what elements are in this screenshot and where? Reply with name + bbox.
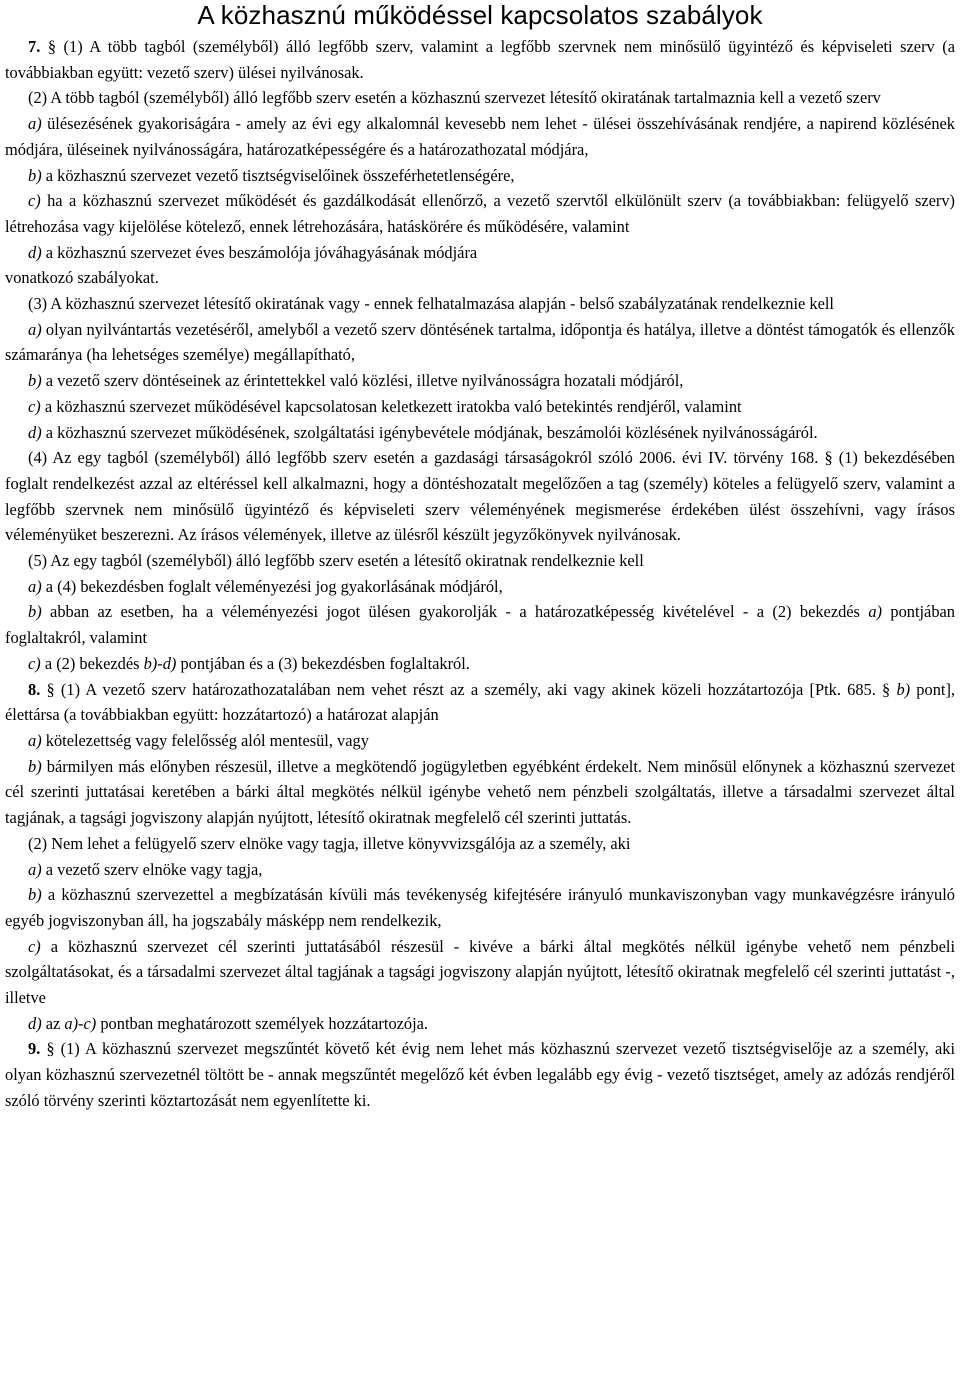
paragraph xyxy=(5,728,955,754)
paragraph-text: az xyxy=(41,1013,65,1033)
paragraph-text: a közhasznú szervezet vezető tisztségviselőinek összeférhetetlenségére, xyxy=(41,165,515,185)
list-marker: c) xyxy=(28,191,41,211)
paragraph-text: a közhasznú szervezet működésének, szolgáltatási igénybevétele módjának, beszámolói közlésének nyilvánosságáról. xyxy=(41,422,818,442)
paragraph xyxy=(5,368,955,394)
paragraph-text: pont], élettársa (a továbbiakban együtt: hozzátartozó) a határozat alapján xyxy=(5,679,956,725)
paragraph-text: pontban meghatározott személyek hozzátartozója. xyxy=(96,1013,429,1033)
paragraph-text: kötelezettség vagy felelősség alól mentesül, vagy xyxy=(41,730,369,750)
paragraph-text: olyan nyilvántartás vezetéséről, amelyből a vezető szerv döntésének tartalma, időpontja és hatálya, illetve a döntést támogatók és ellenzők számaránya (ha lehetséges személye) megállapítható, xyxy=(5,319,955,365)
paragraph xyxy=(5,445,955,548)
section-number: 9. xyxy=(28,1039,41,1059)
paragraph-text: § (1) A vezető szerv határozathozatalában nem vehet részt az a személy, aki vagy akinek közeli hozzátartozója [Ptk. 685. § xyxy=(40,679,897,699)
list-marker: c) xyxy=(28,936,41,956)
paragraph xyxy=(5,754,955,831)
paragraph xyxy=(5,111,955,162)
paragraph xyxy=(5,291,955,317)
paragraph xyxy=(5,574,955,600)
list-marker: a) xyxy=(28,859,42,879)
paragraph xyxy=(5,548,955,574)
list-marker: b) xyxy=(28,885,42,905)
paragraph xyxy=(5,934,955,1011)
paragraph xyxy=(5,857,955,883)
list-marker: b) xyxy=(28,602,42,622)
paragraph-text: a (2) bekezdés xyxy=(40,653,144,673)
paragraph-text: a közhasznú szervezet éves beszámolója jóváhagyásának módjára xyxy=(41,242,478,262)
paragraph-text: pontjában foglaltakról, valamint xyxy=(5,602,956,648)
paragraph-text: ülésezésének gyakoriságára - amely az évi egy alkalomnál kevesebb nem lehet - ülései összehívásának rendjére, a napirend közlésének módjára, üléseinek nyilvánosságára, határozatképességére és a határozathozatal módjára, xyxy=(5,114,955,159)
paragraph xyxy=(5,85,955,111)
paragraph xyxy=(5,1011,955,1037)
paragraph xyxy=(5,420,955,446)
paragraph-text: (2) A több tagból (személyből) álló legfőbb szerv esetén a közhasznú szervezet létesítő okiratának tartalmaznia kell a vezető szerv xyxy=(28,88,881,108)
paragraph-text: a közhasznú szervezet működésével kapcsolatosan keletkezett iratokba való betekintés rendjéről, valamint xyxy=(40,396,742,416)
paragraph xyxy=(5,265,955,291)
paragraph xyxy=(5,188,955,239)
list-marker: b) xyxy=(28,165,42,185)
paragraph-text: (3) A közhasznú szervezet létesítő okiratának vagy - ennek felhatalmazása alapján - belső szabályzatának rendelkeznie kell xyxy=(28,294,834,314)
list-marker: c) xyxy=(28,396,41,416)
list-marker: d) xyxy=(28,242,42,262)
document-title: A közhasznú működéssel kapcsolatos szabályok xyxy=(197,0,763,30)
paragraph xyxy=(5,34,955,85)
list-marker: a) xyxy=(28,319,42,339)
paragraph-text: ha a közhasznú szervezet működését és gazdálkodását ellenőrző, a vezető szervtől elkülönült szerv (a továbbiakban: felügyelő szerv) létrehozása vagy kijelölése kötelező, ennek létrehozására, hatáskörére és működésére, valamint xyxy=(5,191,955,236)
document-body xyxy=(5,34,955,1114)
paragraph-text: a közhasznú szervezettel a megbízatásán kívüli más tevékenység kifejtésére irányuló munkaviszonyban vagy munkavégzésre irányuló egyéb jogviszonyban áll, ha jogszabály másképp nem rendelkezik, xyxy=(5,885,955,930)
list-marker: c) xyxy=(28,653,41,673)
paragraph-text: a vezető szerv döntéseinek az érintettekkel való közlési, illetve nyilvánosságra hozatali módjáról, xyxy=(41,371,684,391)
paragraph-text: abban az esetben, ha a véleményezési jogot ülésen gyakorolják - a határozatképesség kivételével - a (2) bekezdés xyxy=(41,602,869,622)
paragraph-text: a vezető szerv elnöke vagy tagja, xyxy=(41,859,263,879)
list-marker: d) xyxy=(28,1013,42,1033)
paragraph xyxy=(5,1036,955,1113)
paragraph-text: pontjában és a (3) bekezdésben foglaltakról. xyxy=(176,653,470,673)
paragraph-text: a (4) bekezdésben foglalt véleményezési jog gyakorlásának módjáról, xyxy=(41,576,503,596)
paragraph-text: § (1) A több tagból (személyből) álló legfőbb szerv, valamint a legfőbb szervnek nem minősülő ügyintéző és képviseleti szerv (a továbbiakban együtt: vezető szerv) ülései nyilvánosak. xyxy=(5,37,955,82)
paragraph-text: vonatkozó szabályokat. xyxy=(5,268,159,288)
paragraph xyxy=(5,651,955,677)
paragraph xyxy=(5,317,955,368)
paragraph-text: (4) Az egy tagból (személyből) álló legfőbb szerv esetén a gazdasági társaságokról szóló 2006. évi IV. törvény 168. § (1) bekezdésében foglalt rendelkezést azzal az eltéréssel kell alkalmazni, hogy a döntéshozatalt megelőzően a tag (személy) köteles a felügyelő szerv, valamint a legfőbb szervnek nem minősülő ügyintéző és képviseleti szerv véleményének megismerése érdekében ülést összehívni, vagy írásos véleményüket beszerezni. Az írásos vélemények, illetve az ülésről készült jegyzőkönyvek nyilvánosak. xyxy=(5,448,955,545)
list-marker: b) xyxy=(896,679,911,699)
paragraph-text: (5) Az egy tagból (személyből) álló legfőbb szerv esetén a létesítő okiratnak rendelkeznie kell xyxy=(28,551,644,571)
paragraph xyxy=(5,394,955,420)
paragraph xyxy=(5,163,955,189)
list-marker: a) xyxy=(28,576,42,596)
paragraph xyxy=(5,882,955,933)
list-marker: a) xyxy=(868,602,882,622)
list-marker: a) xyxy=(28,114,42,134)
list-marker: b)-d) xyxy=(143,653,177,673)
paragraph-text: § (1) A közhasznú szervezet megszűntét követő két évig nem lehet más közhasznú szervezet vezető tisztségviselője az a személy, aki olyan közhasznú szervezetnél töltött be - annak megszűntét megelőző két évben legalább egy évig - vezető tisztséget, amely az adózás rendjéről szóló törvény szerinti köztartozását nem egyenlítette ki. xyxy=(5,1039,955,1110)
list-marker: a) xyxy=(28,730,42,750)
paragraph xyxy=(5,831,955,857)
list-marker: d) xyxy=(28,422,42,442)
paragraph xyxy=(5,677,955,728)
list-marker: b) xyxy=(28,756,42,776)
list-marker: b) xyxy=(28,371,42,391)
section-number: 8. xyxy=(28,679,41,699)
list-marker: a)-c) xyxy=(64,1013,97,1033)
section-number: 7. xyxy=(28,37,41,56)
paragraph-text: bármilyen más előnyben részesül, illetve a megkötendő jogügyletben egyébként érdekelt. Nem minősül előnynek a közhasznú szervezet cél szerinti juttatásai keretében a bárki által megkötés nélkül igénybe vehető nem pénzbeli szolgáltatás, illetve a társadalmi szervezet által tagjának, a tagsági jogviszony alapján nyújtott, létesítő okiratnak megfelelő cél szerinti juttatás. xyxy=(5,756,955,828)
paragraph-text: (2) Nem lehet a felügyelő szerv elnöke vagy tagja, illetve könyvvizsgálója az a személy, aki xyxy=(28,833,631,853)
paragraph-text: a közhasznú szervezet cél szerinti juttatásából részesül - kivéve a bárki által megkötés nélkül igénybe vehető nem pénzbeli szolgáltatásokat, és a társadalmi szervezet által tagjának a tagsági jogviszony alapján nyújtott, létesítő okiratnak megfelelő cél szerinti juttatást -, illetve xyxy=(5,936,955,1008)
paragraph xyxy=(5,599,955,650)
paragraph xyxy=(5,240,955,266)
